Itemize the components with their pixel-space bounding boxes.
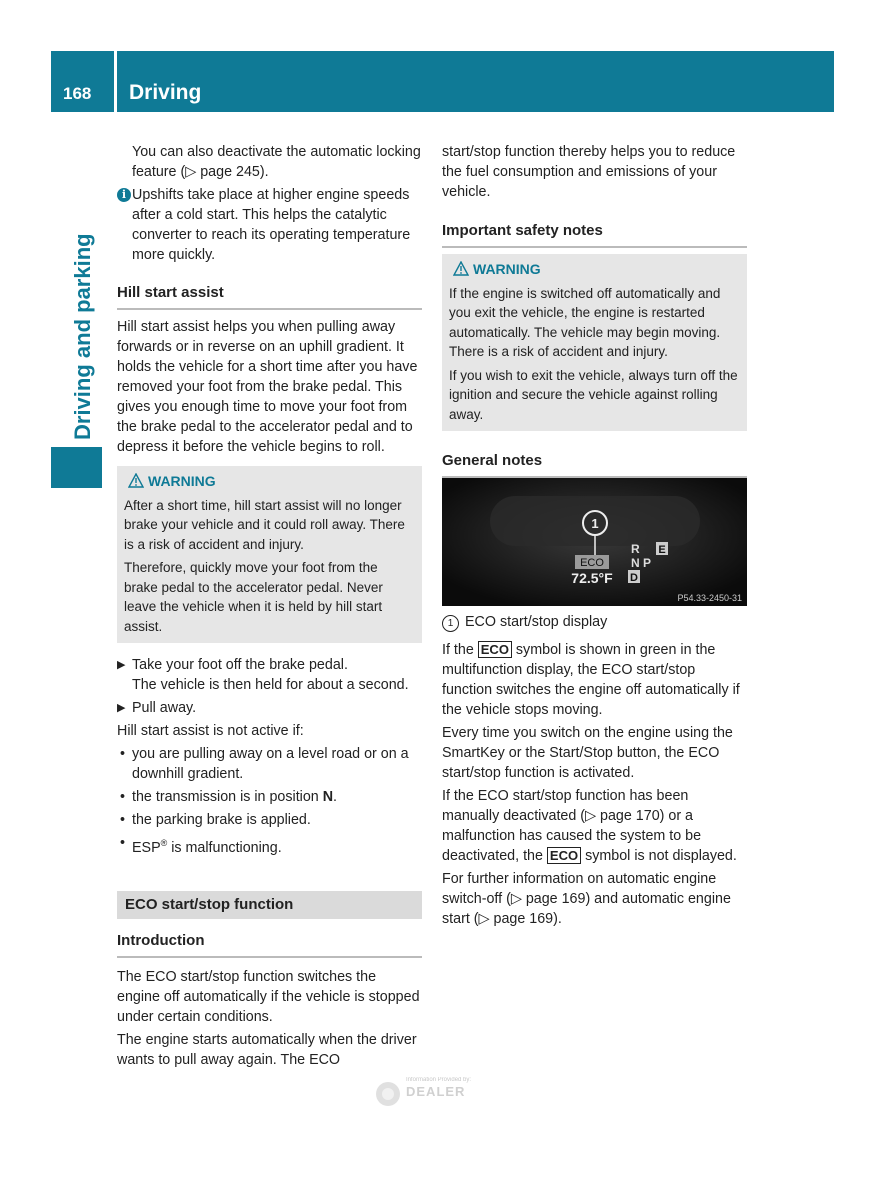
list-item-text: the parking brake is applied. (132, 812, 311, 828)
eco-symbol: ECO (547, 847, 581, 864)
step (117, 655, 422, 695)
paragraph: The engine starts automatically when the driver wants to pull away again. The ECO (117, 1031, 417, 1068)
left-column (117, 142, 422, 1073)
paragraph: For further information on automatic engine switch-off (▷ page 169) and automatic engine start (▷ page 169). (442, 871, 731, 927)
step-result: The vehicle is then held for about a second. (132, 677, 409, 693)
list-item-text: you are pulling away on a level road or on a downhill gradient. (132, 746, 409, 782)
info-icon: i (117, 188, 131, 202)
text: If the (442, 642, 478, 658)
list-item-text: ESP (132, 839, 161, 856)
warning-title-text: WARNING (473, 261, 541, 277)
general-notes-heading: General notes (442, 451, 747, 478)
figure-caption (442, 612, 747, 632)
paragraph: Hill start assist is not active if: (117, 723, 304, 739)
warning-box (117, 466, 422, 643)
paragraph: Hill start assist helps you when pulling away forwards or in reverse on an uphill gradient. It holds the vehicle for a short time after you have removed your foot from the brake pedal. This gives you enough time to move your foot from the brake pedal to the accelerator pedal and to depress it before the vehicle begins to roll. (117, 319, 418, 455)
list-item: • ESP® is malfunctioning. (120, 835, 282, 856)
warning-text: Therefore, quickly move your foot from the brake pedal to the accelerator pedal. Never leave the vehicle when it is held by hill start assist. (124, 560, 383, 634)
warning-icon (453, 261, 469, 276)
eco-section-bar: ECO start/stop function (117, 891, 422, 919)
eco-display-photo (442, 478, 747, 606)
paragraph: Every time you switch on the engine using the SmartKey or the Start/Stop button, the ECO start/stop function is activated. (442, 725, 733, 781)
caption-text: ECO start/stop display (465, 614, 608, 630)
step-text: Take your foot off the brake pedal. (132, 657, 348, 673)
warning-title-text: WARNING (148, 473, 216, 489)
warning-box (442, 254, 747, 431)
right-column (442, 142, 747, 478)
side-tab-label: Driving and parking (70, 233, 95, 440)
warning-text: If you wish to exit the vehicle, always turn off the ignition and secure the vehicle against rolling away. (449, 367, 738, 422)
registered-mark: ® (160, 838, 168, 848)
page-title: Driving (129, 81, 202, 104)
warning-icon (128, 473, 144, 488)
safety-notes-heading: Important safety notes (442, 221, 747, 248)
eco-display-image (442, 478, 747, 606)
step-arrow-icon: ▶ (117, 659, 126, 671)
list-item-text: . (333, 789, 338, 805)
eco-label: ECO (580, 557, 604, 569)
page-number: 168 (63, 84, 92, 103)
gear-d: D (630, 572, 638, 584)
gear-p: P (643, 556, 652, 570)
paragraph: You can also deactivate the automatic locking feature (▷ page 245). (132, 144, 421, 180)
list-item-text: the transmission is in position (132, 789, 323, 805)
text: symbol is shown in green in the multifunction display, the ECO start/stop function switches the engine off automatically if the vehicle stops moving. (442, 642, 740, 718)
callout-icon: 1 (442, 615, 459, 632)
side-tab-marker (51, 447, 102, 488)
watermark-caption: Information Provided by: (406, 1077, 472, 1083)
temperature: 72.5°F (571, 570, 613, 586)
info-note (117, 185, 422, 265)
info-text: Upshifts take place at higher engine speeds after a cold start. This helps the catalytic converter to reach its operating temperature more quickly. (132, 187, 411, 263)
text: If the ECO start/stop function has been manually deactivated (▷ page 170) or a malfunction has caused the system to be deactivated, the (442, 788, 702, 864)
step (117, 698, 422, 718)
gear-r: R (631, 542, 640, 556)
warning-text: If the engine is switched off automatically and you exit the vehicle, the engine is restarted automatically. The vehicle may begin moving. There is a risk of accident and injury. (449, 285, 721, 359)
header-bar (117, 51, 834, 112)
list-item: • the parking brake is applied. (120, 812, 311, 828)
right-column-lower (442, 612, 747, 932)
paragraph (442, 786, 747, 866)
list-item: • you are pulling away on a level road or on a downhill gradient. (120, 746, 409, 782)
list-item-text: is malfunctioning. (167, 839, 282, 856)
mode-e: E (658, 544, 666, 556)
paragraph: The ECO start/stop function switches the engine off automatically if the vehicle is stopped under certain conditions. (117, 968, 420, 1025)
watermark-brand: DEALER (406, 1084, 466, 1099)
eco-symbol: ECO (478, 641, 512, 658)
photo-code: P54.33-2450-31 (677, 593, 742, 603)
text: symbol is not displayed. (581, 848, 737, 864)
position-letter: N (322, 789, 334, 805)
step-arrow-icon: ▶ (117, 702, 126, 714)
paragraph: start/stop function thereby helps you to reduce the fuel consumption and emissions of your vehicle. (442, 144, 736, 200)
list-item: • the transmission is in position N. (120, 789, 338, 805)
paragraph (442, 640, 747, 720)
dealer-watermark (372, 1072, 507, 1108)
warning-title (124, 472, 415, 492)
callout-number: 1 (591, 516, 599, 531)
hill-start-heading: Hill start assist (117, 283, 422, 310)
gear-n: N (631, 556, 640, 570)
warning-text: After a short time, hill start assist will no longer brake your vehicle and it could roll away. There is a risk of accident and injury. (124, 497, 405, 552)
step-text: Pull away. (132, 700, 197, 716)
introduction-heading: Introduction (117, 931, 422, 958)
warning-title (449, 260, 740, 280)
